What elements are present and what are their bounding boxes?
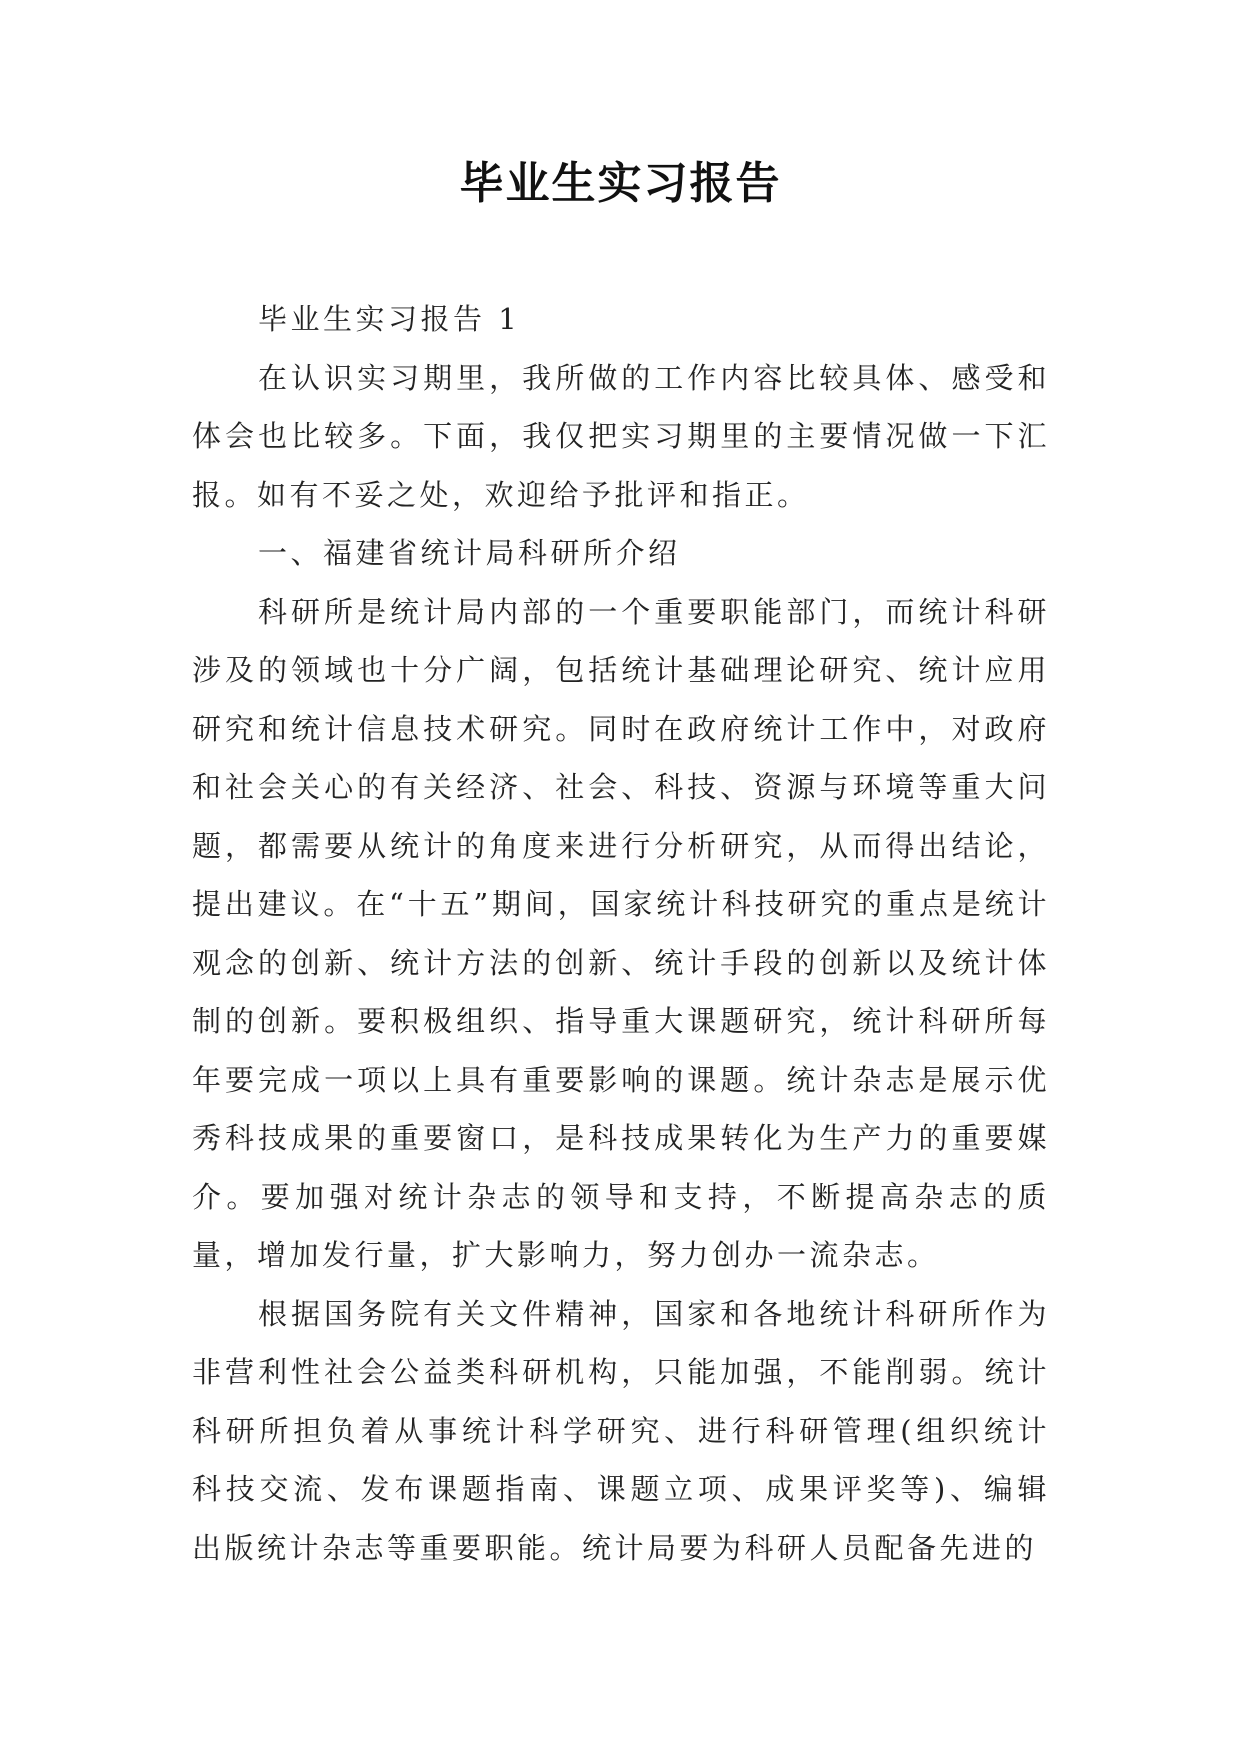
section-heading: 毕业生实习报告 1 (258, 302, 521, 336)
intro-paragraph: 在认识实习期里，我所做的工作内容比较具体、感受和体会也比较多。下面，我仅把实习期里的主要情况做一下汇报。如有不妥之处，欢迎给予批评和指正。 (192, 360, 1050, 512)
document-body (192, 290, 1050, 1577)
section-heading: 一、福建省统计局科研所介绍 (258, 536, 681, 570)
body-paragraph: 科研所是统计局内部的一个重要职能部门，而统计科研涉及的领域也十分广阔，包括统计基础理论研究、统计应用研究和统计信息技术研究。同时在政府统计工作中，对政府和社会关心的有关经济、社会、科技、资源与环境等重大问题，都需要从统计的角度来进行分析研究，从而得出结论，提出建议。在“十五”期间，国家统计科技研究的重点是统计观念的创新、统计方法的创新、统计手段的创新以及统计体制的创新。要积极组织、指导重大课题研究，统计科研所每年要完成一项以上具有重要影响的课题。统计杂志是展示优秀科技成果的重要窗口，是科技成果转化为生产力的重要媒介。要加强对统计杂志的领导和支持，不断提高杂志的质量，增加发行量，扩大影响力，努力创办一流杂志。 (192, 594, 1050, 1272)
body-paragraph: 根据国务院有关文件精神，国家和各地统计科研所作为非营利性社会公益类科研机构，只能加强，不能削弱。统计科研所担负着从事统计科学研究、进行科研管理(组织统计科技交流、发布课题指南、课题立项、成果评奖等)、编辑出版统计杂志等重要职能。统计局要为科研人员配备先进的 (192, 1296, 1050, 1565)
document-title: 毕业生实习报告 (459, 158, 782, 209)
